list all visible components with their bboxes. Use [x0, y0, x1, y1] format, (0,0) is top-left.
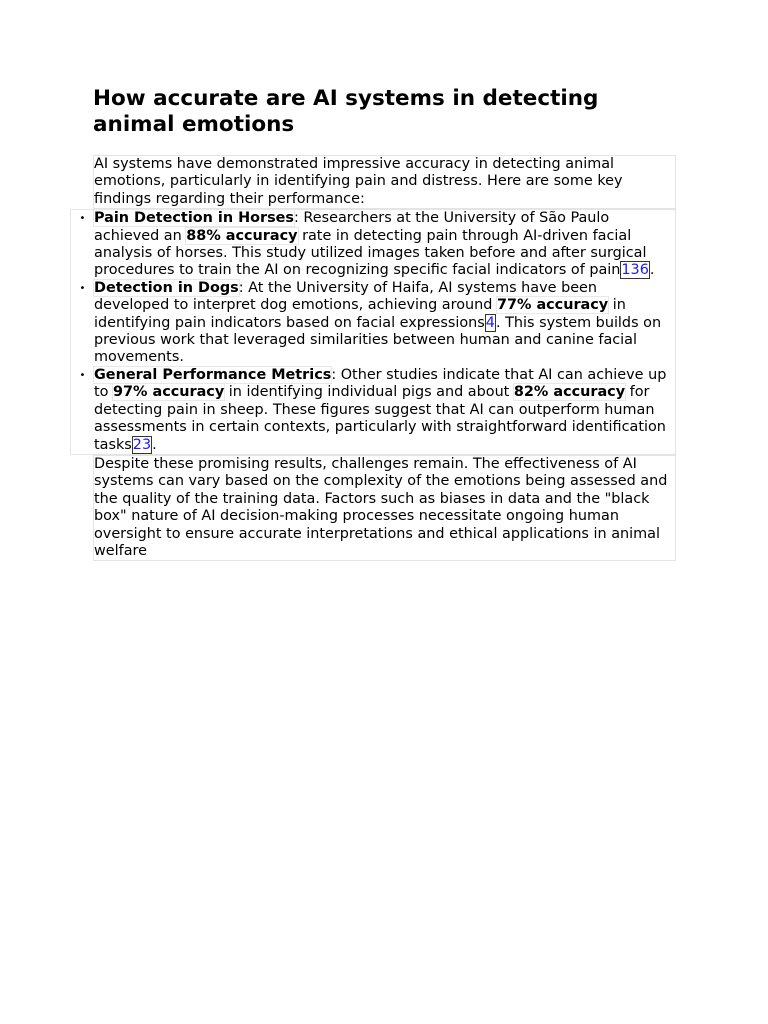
finding-text: rate in detecting pain through AI-driven facial analysis of horses. This study utilized images taken before and after surgical procedures to train the AI on recognizing specific facial indicators of pain	[94, 227, 647, 279]
list-item-dogs	[79, 279, 675, 367]
finding-text: for detecting pain in sheep. These figures suggest that AI can outperform human assessments in certain contexts, particularly with straightforward identification tasks	[94, 384, 666, 453]
list-item-horses	[79, 210, 675, 280]
finding-text: in identifying individual pigs and about	[224, 384, 514, 401]
accuracy-figure: 77% accuracy	[496, 297, 609, 314]
finding-heading: General Performance Metrics	[94, 366, 332, 383]
finding-heading: Pain Detection in Horses	[94, 210, 294, 227]
accuracy-figure: 82% accuracy	[513, 384, 626, 401]
finding-text: . This system builds on previous work that leveraged similarities between human and canine facial movements.	[94, 314, 662, 366]
finding-text: in identifying pain indicators based on facial expressions	[94, 297, 626, 331]
finding-text: : Researchers at the University of São Paulo achieved an	[94, 210, 610, 244]
list-item-metrics	[79, 366, 675, 454]
finding-text: .	[649, 262, 655, 279]
finding-text: .	[152, 436, 157, 453]
finding-heading: Detection in Dogs	[94, 279, 239, 296]
intro-paragraph: AI systems have demonstrated impressive accuracy in detecting animal emotions, particularly in identifying pain and distress. Here are some key findings regarding their performance:	[93, 155, 676, 209]
page-title: How accurate are AI systems in detecting animal emotions	[93, 86, 599, 137]
citation-link[interactable]: 4	[485, 314, 495, 331]
citation-link[interactable]: 23	[132, 436, 152, 453]
bullet-icon: •	[79, 282, 86, 294]
finding-text: : At the University of Haifa, AI systems have been developed to interpret dog emotions, achieving around	[94, 279, 598, 314]
bullet-icon: •	[79, 213, 86, 225]
citation-link[interactable]: 136	[621, 262, 649, 279]
bullet-icon: •	[79, 369, 86, 381]
accuracy-figure: 97% accuracy	[113, 384, 225, 401]
findings-list	[70, 209, 676, 455]
document-page	[79, 86, 676, 561]
accuracy-figure: 88% accuracy	[186, 227, 298, 244]
conclusion-paragraph: Despite these promising results, challenges remain. The effectiveness of AI systems can vary based on the complexity of the emotions being assessed and the quality of the training data. Factors such as biases in data and the "black box" nature of AI decision-making processes necessitate ongoing human oversight to ensure accurate interpretations and ethical applications in animal welfare	[93, 455, 676, 561]
finding-text: : Other studies indicate that AI can achieve up to	[94, 366, 667, 401]
